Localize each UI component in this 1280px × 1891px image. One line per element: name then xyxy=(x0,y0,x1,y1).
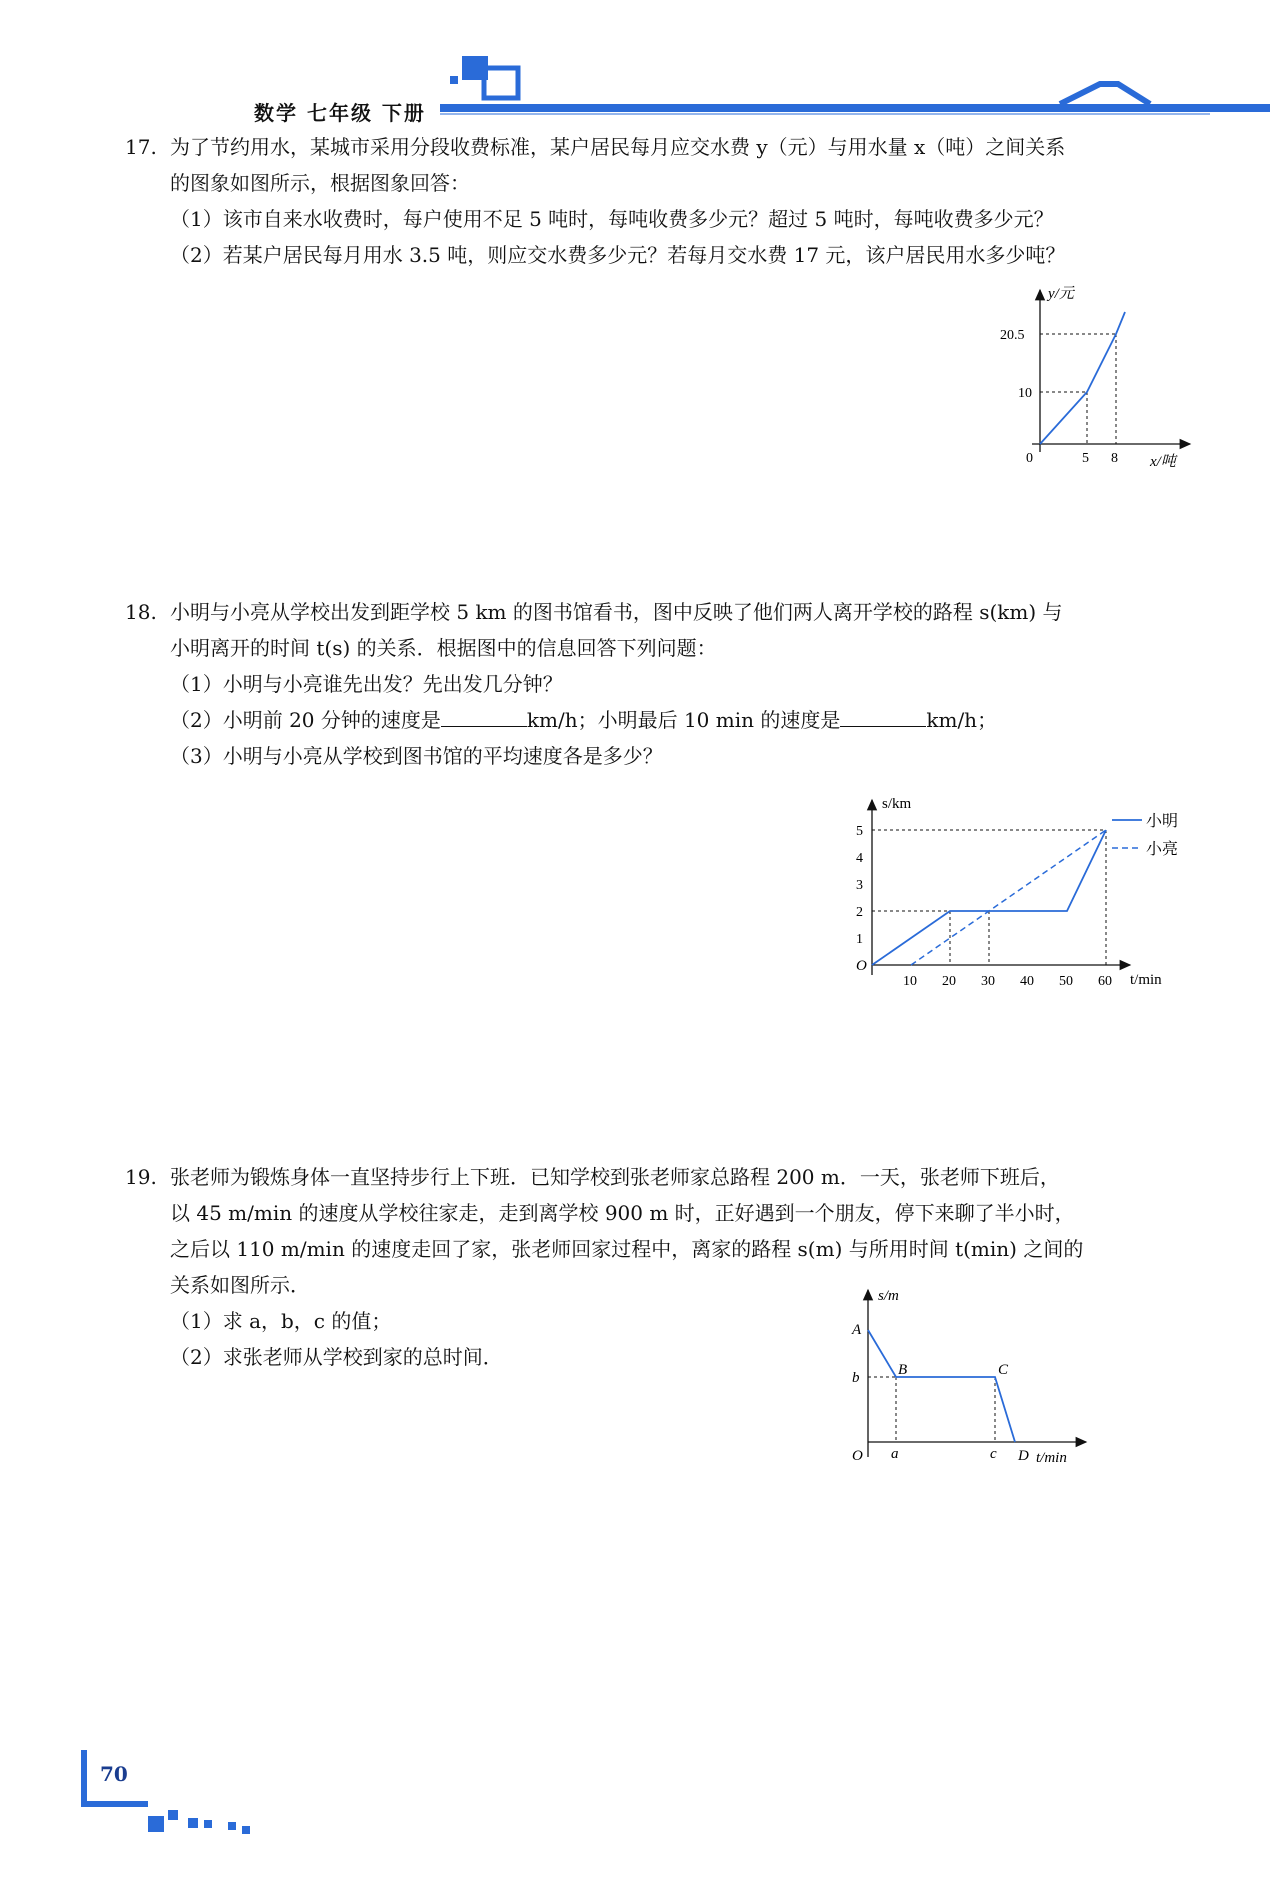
q19-mark-c: c xyxy=(990,1446,997,1462)
q19-point-b-upper: B xyxy=(898,1362,908,1378)
q18-guides xyxy=(872,830,1106,965)
q19-x-label: t/min xyxy=(1036,1450,1067,1466)
footer-square-1 xyxy=(148,1816,164,1832)
q18-series-xiaoliang xyxy=(911,830,1106,965)
q18-line-1: 小明与小亮从学校出发到距学校 5 km 的图书馆看书，图中反映了他们两人离开学校的路程 s(km) 与 xyxy=(170,600,1063,624)
header-square-small xyxy=(450,76,458,84)
q19-number: 19. xyxy=(125,1165,157,1189)
q18-xtick-60: 60 xyxy=(1098,974,1112,989)
footer-square-2 xyxy=(168,1810,178,1820)
q18-origin: O xyxy=(856,958,867,974)
header-decoration xyxy=(0,40,1280,120)
header-title: 数学 七年级 下册 xyxy=(254,101,426,125)
q18-legend-xiaoliang: 小亮 xyxy=(1146,841,1179,858)
q17-line-4: （2）若某户居民每月用水 3.5 吨，则应交水费多少元？若每月交水费 17 元，该户居民用水多少吨？ xyxy=(170,243,1066,267)
q18-series-xiaoming xyxy=(872,830,1106,965)
footer-square-6 xyxy=(242,1826,250,1834)
q18-part3: （3）小明与小亮从学校到图书馆的平均速度各是多少？ xyxy=(170,744,663,768)
q18-number: 18. xyxy=(125,600,157,624)
q17-origin: 0 xyxy=(1026,451,1033,466)
q17-x-label: x/吨 xyxy=(1150,454,1176,470)
q18-ticks xyxy=(856,824,1112,989)
q18-x-label: t/min xyxy=(1130,972,1162,988)
q17-line-1: 为了节约用水，某城市采用分段收费标准，某户居民每月应交水费 y（元）与用水量 x（吨）之间关系 xyxy=(170,135,1066,159)
q19-point-d-upper: D xyxy=(1018,1448,1029,1464)
q18-ytick-4: 4 xyxy=(856,851,863,866)
q19-line-4: 关系如图所示． xyxy=(170,1273,310,1297)
q17-number: 17. xyxy=(125,135,157,159)
q18-legend-xiaoming: 小明 xyxy=(1146,813,1179,830)
footer-square-3 xyxy=(188,1818,198,1828)
q18-part2 xyxy=(170,705,997,735)
page-number: 70 xyxy=(100,1762,128,1786)
q19-line-2: 以 45 m/min 的速度从学校往家走，走到离学校 900 m 时，正好遇到一个朋友，停下来聊了半小时， xyxy=(170,1201,1075,1225)
q17-line-3: （1）该市自来水收费时，每户使用不足 5 吨时，每吨收费多少元？超过 5 吨时，每吨收费多少元？ xyxy=(170,207,1054,231)
q18-answer-blank-2[interactable] xyxy=(840,706,926,727)
q18-ytick-1: 1 xyxy=(856,932,863,947)
q19-point-a-upper: A xyxy=(852,1322,862,1338)
q18-ytick-3: 3 xyxy=(856,878,863,893)
q19-line-6: （2）求张老师从学校到家的总时间． xyxy=(170,1345,503,1369)
q18-part2-prefix: （2）小明前 20 分钟的速度是 xyxy=(170,708,441,732)
q18-xtick-20: 20 xyxy=(942,974,956,989)
q19-line-series xyxy=(868,1330,1015,1442)
q17-ytick-10: 10 xyxy=(1018,386,1032,401)
q18-xtick-10: 10 xyxy=(903,974,917,989)
header-bar xyxy=(440,104,1270,112)
header-wave xyxy=(1060,84,1150,104)
q18-part2-suffix: km/h； xyxy=(926,708,998,732)
q17-graph xyxy=(1000,282,1200,482)
q19-point-c-upper: C xyxy=(998,1362,1009,1378)
q18-y-label: s/km xyxy=(882,796,912,812)
q19-mark-b: b xyxy=(852,1370,860,1386)
q19-mark-a: a xyxy=(891,1446,899,1462)
q17-line-series xyxy=(1040,312,1125,444)
q18-ytick-5: 5 xyxy=(856,824,863,839)
q17-line-2: 的图象如图所示，根据图象回答： xyxy=(170,171,470,195)
q18-line-3: （1）小明与小亮谁先出发？先出发几分钟？ xyxy=(170,672,563,696)
q18-graph xyxy=(840,790,1220,1010)
q19-line-3: 之后以 110 m/min 的速度走回了家，张老师回家过程中，离家的路程 s(m) 与所用时间 t(min) 之间的 xyxy=(170,1237,1084,1261)
q18-part2-mid: km/h；小明最后 10 min 的速度是 xyxy=(526,708,841,732)
footer-square-5 xyxy=(228,1822,236,1830)
q19-y-label: s/m xyxy=(878,1288,899,1304)
q18-ytick-2: 2 xyxy=(856,905,863,920)
footer-square-4 xyxy=(204,1820,212,1828)
q19-graph xyxy=(840,1282,1100,1472)
footer-decoration xyxy=(70,1740,310,1850)
q18-xtick-50: 50 xyxy=(1059,974,1073,989)
q19-origin: O xyxy=(852,1448,863,1464)
q18-xtick-40: 40 xyxy=(1020,974,1034,989)
q19-line-5: （1）求 a，b，c 的值； xyxy=(170,1309,392,1333)
q17-y-label: y/元 xyxy=(1048,286,1074,302)
q18-xtick-30: 30 xyxy=(981,974,995,989)
header-square-outline xyxy=(484,68,518,98)
q18-answer-blank-1[interactable] xyxy=(441,706,527,727)
q17-xtick-5: 5 xyxy=(1082,451,1089,466)
q17-ytick-205: 20.5 xyxy=(1000,328,1025,343)
q19-line-1: 张老师为锻炼身体一直坚持步行上下班．已知学校到张老师家总路程 200 m．一天，张老师下班后， xyxy=(170,1165,1060,1189)
q17-xtick-8: 8 xyxy=(1111,451,1118,466)
q18-line-2: 小明离开的时间 t(s) 的关系．根据图中的信息回答下列问题： xyxy=(170,636,717,660)
